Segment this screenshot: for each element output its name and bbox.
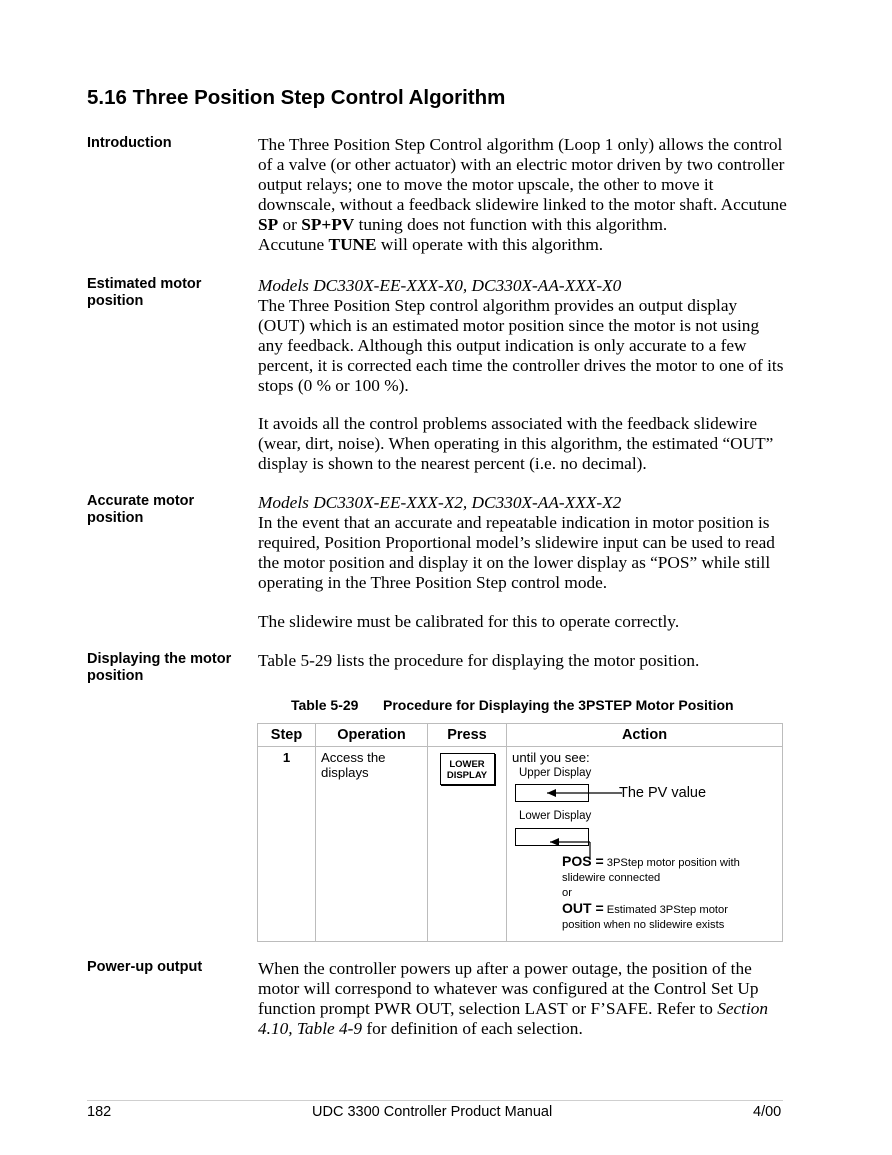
footer-page-number: 182 — [87, 1104, 112, 1120]
displaying-heading: Displaying the motor position — [87, 651, 232, 684]
action-legend: POS = 3PStep motor position with slidewire connected or OUT = Estimated 3PStep motor position when no slidewire exists — [562, 853, 740, 931]
pos-label: POS = — [562, 853, 604, 869]
accurate-heading: Accurate motor position — [87, 493, 195, 526]
introduction-text: The Three Position Step Control algorithm (Loop 1 only) allows the control of a valve (or other actuator) with an electric motor driven by two controller output relays; one to move the motor upscale, the other to move it downscale, without a feedback slidewire linked to the motor shaft. Accutune SP or SP+PV tuning does not function with this algorithm. Accutune TUNE will operate with this algorithm. — [258, 135, 787, 254]
table-header-row — [258, 724, 783, 747]
until-text: until you see: — [512, 750, 590, 765]
pv-value-label: The PV value — [619, 785, 707, 801]
out-label: OUT = — [562, 900, 604, 916]
introduction-heading: Introduction — [87, 135, 172, 151]
step-number: 1 — [258, 747, 316, 942]
header-step: Step — [258, 724, 316, 747]
action-cell — [507, 747, 783, 942]
accutune-sp-pv: SP+PV — [301, 214, 355, 234]
estimated-heading: Estimated motor position — [87, 276, 202, 309]
header-action: Action — [507, 724, 783, 747]
estimated-models: Models DC330X-EE-XXX-X0, DC330X-AA-XXX-X0 — [258, 276, 622, 295]
estimated-para-2: It avoids all the control problems associated with the feedback slidewire (wear, dirt, noise). When operating in this algorithm, the estimated “OUT” display is shown to the nearest percent (i.e. no decimal). — [258, 414, 774, 474]
header-operation: Operation — [316, 724, 428, 747]
lower-display-key: LOWER DISPLAY — [440, 753, 495, 785]
powerup-text: When the controller powers up after a power outage, the position of the motor will correspond to whatever was configured at the Control Set Up function prompt PWR OUT, selection LAST or F’SAFE. Refer to Section 4.10, Table 4-9 for definition of each selection. — [258, 959, 769, 1038]
accutune-tune: TUNE — [328, 234, 377, 254]
accurate-para-1: In the event that an accurate and repeatable indication in motor position is required, Position Proportional model’s slidewire input can be used to read the motor position and display it on the lower display as “POS” while still operating in the Three Position Step control mode. — [258, 512, 775, 592]
section-reference: Section 4.10, Table 4-9 — [258, 998, 769, 1038]
displaying-text: Table 5-29 lists the procedure for displaying the motor position. — [258, 651, 700, 670]
estimated-section — [258, 276, 788, 474]
accutune-sp: SP — [258, 214, 279, 234]
press-cell — [428, 747, 507, 942]
accurate-models: Models DC330X-EE-XXX-X2, DC330X-AA-XXX-X2 — [258, 493, 622, 512]
lower-display-box — [515, 828, 589, 846]
footer-manual-title: UDC 3300 Controller Product Manual — [312, 1104, 553, 1120]
procedure-table — [257, 723, 783, 942]
operation-text: Access the displays — [316, 747, 428, 942]
powerup-heading: Power-up output — [87, 959, 203, 975]
header-press: Press — [428, 724, 507, 747]
lower-display-label: Lower Display — [519, 810, 592, 822]
table-caption: Table 5-29 Procedure for Displaying the 3PSTEP Motor Position — [291, 697, 734, 713]
accurate-section — [258, 493, 788, 631]
table-row — [258, 747, 783, 942]
estimated-para-1: The Three Position Step control algorithm provides an output display (OUT) which is an estimated motor position since the motor is not using any feedback. Although this output indication is only accurate to a few percent, it is corrected each time the controller drives the motor to one of its stops (0 % or 100 %). — [258, 295, 784, 395]
upper-display-label: Upper Display — [519, 767, 592, 779]
accurate-para-2: The slidewire must be calibrated for this to operate correctly. — [258, 611, 680, 631]
page-title: 5.16 Three Position Step Control Algorithm — [87, 86, 506, 109]
footer-date: 4/00 — [753, 1104, 782, 1120]
footer-rule — [87, 1100, 783, 1101]
